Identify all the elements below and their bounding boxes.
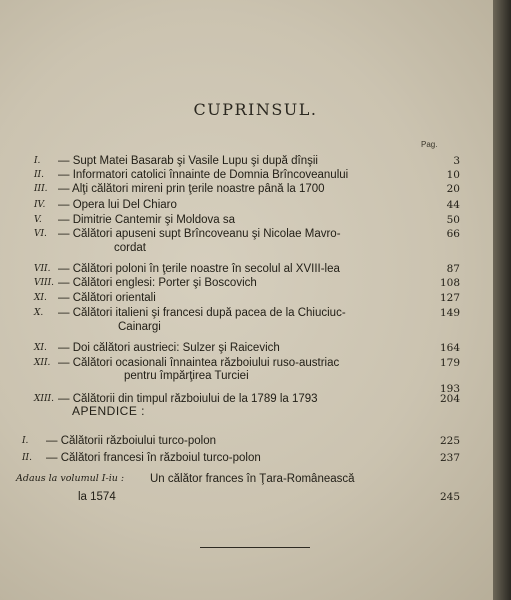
toc-entry	[0, 392, 460, 406]
toc-entry-page: 50	[446, 214, 460, 226]
toc-entry	[0, 213, 460, 227]
toc-entry	[0, 320, 460, 334]
bottom-divider	[200, 547, 310, 548]
addendum-row	[0, 472, 460, 486]
toc-entry-title: — Opera lui Del Chiaro	[58, 199, 177, 211]
toc-entry-page: 127	[439, 292, 460, 304]
toc-entry-page: 164	[439, 342, 460, 354]
toc-entry-number: V.	[34, 215, 42, 225]
toc-entry-number: I.	[34, 156, 41, 166]
toc-entry-page: 3	[453, 155, 460, 167]
toc-entry-title: — Informatori catolici înnainte de Domnia Brîncoveanului	[58, 169, 349, 181]
appendix-entry	[0, 451, 460, 465]
toc-entry-page: 179	[439, 357, 460, 369]
toc-entry-page: 193	[439, 383, 460, 395]
addendum-label: Adaus la volumul I-iu :	[16, 473, 125, 484]
toc-entry-title: — Dimitrie Cantemir şi Moldova sa	[58, 214, 236, 226]
toc-entry-title: — Supt Matei Basarab şi Vasile Lupu şi după dînşii	[58, 155, 318, 167]
toc-entry	[0, 356, 460, 370]
toc-entry-page: 44	[446, 199, 460, 211]
appendix-entry-number: II.	[22, 453, 32, 463]
toc-entry-number: XI.	[34, 343, 47, 353]
appendix-heading: APENDICE :	[72, 404, 146, 418]
addendum-text-continued: la 1574	[78, 491, 116, 503]
toc-entry-number: VIII.	[34, 278, 55, 288]
toc-entry-page: 87	[446, 263, 460, 275]
toc-entry-number: III.	[34, 184, 48, 194]
toc-entry-number: X.	[34, 308, 44, 318]
toc-entry	[0, 276, 460, 290]
toc-entry-number: VI.	[34, 229, 47, 239]
addendum-row-continued	[0, 490, 460, 504]
page-title: CUPRINSUL.	[193, 100, 318, 119]
toc-entry-title: — Doi călători austrieci: Sulzer şi Raicevich	[58, 342, 280, 354]
toc-entry-number: II.	[34, 170, 44, 180]
toc-entry-title: — Călători apuseni supt Brîncoveanu şi Nicolae Mavro-	[58, 228, 341, 240]
appendix-entry-title: — Călătorii războiului turco-polon	[46, 435, 217, 447]
toc-entry-number: IV.	[34, 200, 46, 210]
toc-entry-title: — Călători orientali	[58, 292, 156, 304]
toc-entry-title: Cainargi	[118, 321, 161, 333]
toc-entry	[0, 182, 460, 196]
toc-entry	[0, 291, 460, 305]
toc-entry-title: cordat	[114, 242, 146, 254]
toc-entry-number: VII.	[34, 264, 51, 274]
toc-entry-title: — Alţi călători mireni prin ţerile noastre până la 1700	[58, 183, 325, 195]
toc-entry	[0, 154, 460, 168]
toc-entry	[0, 306, 460, 320]
page-column-label: Pag.	[421, 140, 438, 149]
toc-entry-title: pentru împărţirea Turciei	[124, 370, 249, 382]
toc-entry	[0, 262, 460, 276]
toc-entry-page: 10	[446, 169, 460, 181]
toc-entry-title: — Călători poloni în ţerile noastre în secolul al XVIII-lea	[58, 263, 340, 275]
toc-entry-page: 149	[439, 307, 460, 319]
toc-entry-number: XII.	[34, 358, 51, 368]
toc-entry	[0, 227, 460, 241]
toc-entry-page: 66	[446, 228, 460, 240]
appendix-entry-title: — Călători francesi în războiul turco-polon	[46, 452, 261, 464]
toc-entry-title: — Călătorii din timpul războiului de la 1789 la 1793	[58, 393, 318, 405]
toc-entry	[0, 369, 460, 383]
appendix-entry-page: 237	[439, 452, 460, 464]
appendix-entry	[0, 434, 460, 448]
toc-entry-number: XI.	[34, 293, 47, 303]
toc-entry-title: — Călători englesi: Porter şi Boscovich	[58, 277, 257, 289]
toc-entry-title: — Călători ocasionali înnaintea războiului ruso-austriac	[58, 357, 340, 369]
appendix-entry-number: I.	[22, 436, 29, 446]
toc-entry-number: XIII.	[34, 394, 54, 404]
toc-entry	[0, 198, 460, 212]
appendix-entry-page: 225	[439, 435, 460, 447]
addendum-text: Un călător frances în Ţara-Românească	[150, 473, 355, 485]
page-shadow-edge	[493, 0, 511, 600]
toc-entry-title: — Călători italieni şi francesi după pacea de la Chiuciuc-	[58, 307, 346, 319]
toc-entry	[0, 241, 460, 255]
toc-entry	[0, 341, 460, 355]
toc-entry-page: 204	[439, 393, 460, 405]
toc-entry	[0, 168, 460, 182]
addendum-page: 245	[439, 491, 460, 503]
toc-entry-page: 108	[439, 277, 460, 289]
toc-entry-page: 20	[446, 183, 460, 195]
